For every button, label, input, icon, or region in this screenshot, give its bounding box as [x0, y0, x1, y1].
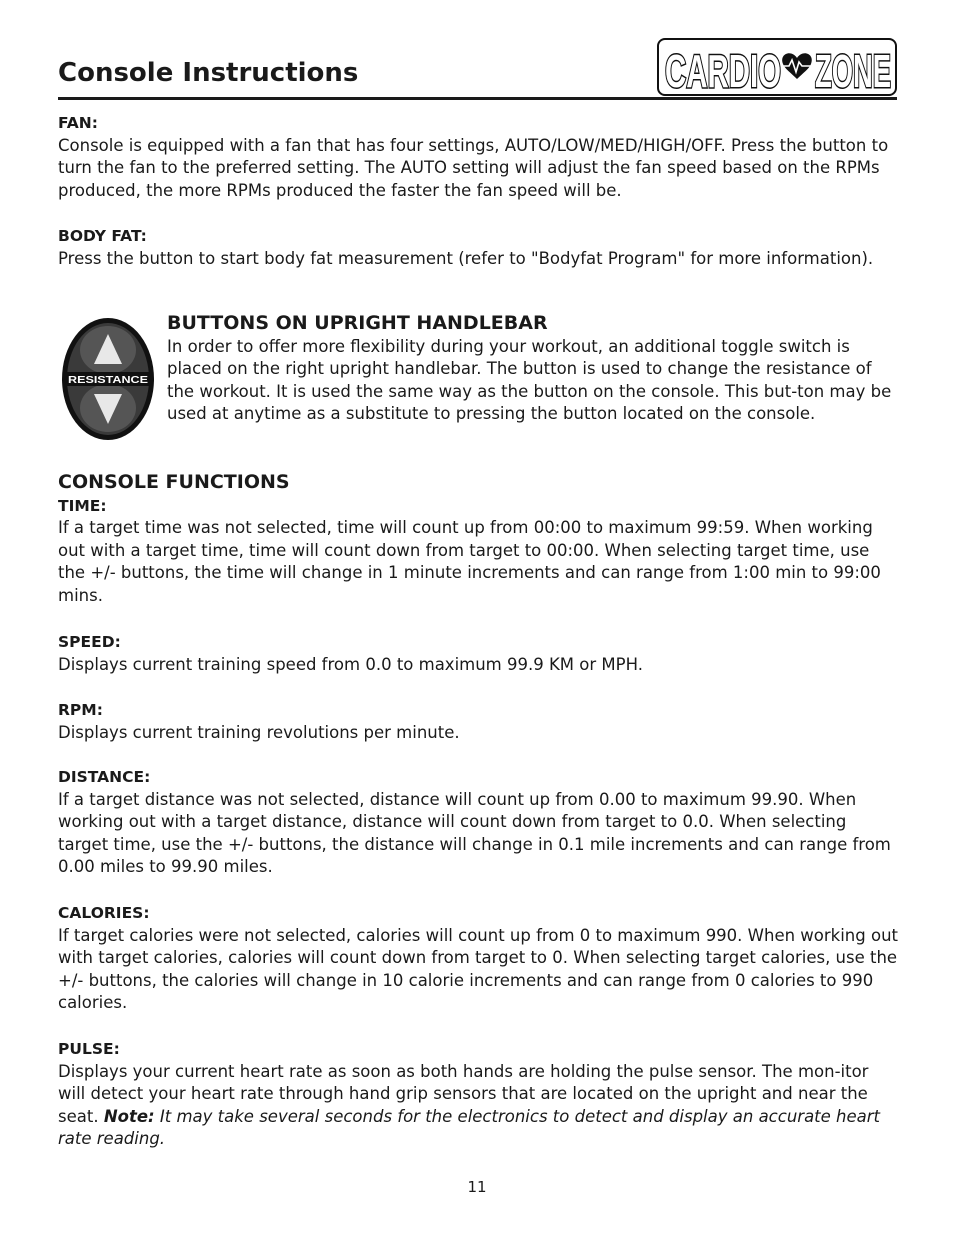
fan-section [58, 112, 898, 202]
speed-section [58, 631, 898, 676]
handlebar-text: In order to offer more flexibility during your workout, an additional toggle switch is placed on the right upright handlebar. The button is used to change the resistance of the workout. It is used the same way as the button on the console. This but-ton may be used at anytime as a substitute to pressing the button located on the console. [167, 336, 892, 423]
speed-label: SPEED: [58, 633, 121, 651]
pulse-note-text: It may take several seconds for the electronics to detect and display an accurate heart rate reading. [58, 1106, 881, 1148]
fan-text: Console is equipped with a fan that has four settings, AUTO/LOW/MED/HIGH/OFF. Press the button to turn the fan to the preferred setting. The AUTO setting will adjust the fan speed based on the RPMs produced, the more RPMs produced the faster the fan speed will be. [58, 135, 889, 200]
rpm-label: RPM: [58, 701, 103, 719]
body-fat-section [58, 225, 898, 270]
body-fat-label: BODY FAT: [58, 227, 147, 245]
body-fat-text: Press the button to start body fat measurement (refer to "Bodyfat Program" for more information). [58, 248, 874, 268]
pulse-note-label: Note: [103, 1106, 155, 1126]
pulse-text: Displays your current heart rate as soon as both hands are holding the pulse sensor. The mon-itor will detect your heart rate through hand grip sensors that are located on the upright and near the seat. [58, 1061, 869, 1126]
rpm-section [58, 699, 898, 744]
logo-text-right: ZONE [815, 45, 891, 97]
handlebar-heading: BUTTONS ON UPRIGHT HANDLEBAR [167, 312, 548, 334]
cardio-zone-logo [657, 38, 897, 96]
distance-label: DISTANCE: [58, 768, 151, 786]
fan-label: FAN: [58, 114, 98, 132]
pulse-text-block [58, 1061, 898, 1151]
calories-text: If target calories were not selected, calories will count up from 0 to maximum 990. When working out with target calories, calories will count down from target to 0. When selecting target calories, use the +/- buttons, the calories will change in 10 calorie increments and can range from 0 calories to 990 calories. [58, 925, 899, 1012]
handlebar-section [167, 312, 897, 426]
pulse-label: PULSE: [58, 1040, 120, 1058]
console-functions-time-section [58, 471, 898, 607]
distance-text: If a target distance was not selected, distance will count up from 0.00 to maximum 99.90. When working out with a target distance, distance will count down from target to 0.0. When selecting target time, use the +/- buttons, the distance will change in 0.1 mile increments and can range from 0.00 miles to 99.90 miles. [58, 789, 891, 876]
resistance-toggle-switch-image [60, 316, 156, 442]
page-number: 11 [467, 1178, 487, 1196]
title-divider [58, 97, 897, 100]
calories-section [58, 902, 898, 1015]
logo-text-left: CARDIO [665, 45, 781, 97]
speed-text: Displays current training speed from 0.0 to maximum 99.9 KM or MPH. [58, 654, 643, 674]
console-functions-heading: CONSOLE FUNCTIONS [58, 471, 290, 493]
rpm-text: Displays current training revolutions per minute. [58, 722, 460, 742]
resistance-label: RESISTANCE [68, 374, 148, 386]
pulse-section [58, 1038, 898, 1151]
distance-section [58, 766, 898, 879]
time-label: TIME: [58, 496, 107, 515]
page-title: Console Instructions [58, 58, 359, 88]
time-text: If a target time was not selected, time will count up from 00:00 to maximum 99:59. When working out with a target time, time will count down from target to 00:00. When selecting target time, use the +/- buttons, the time will change in 1 minute increments and can range from 1:00 min to 99:00 mins. [58, 518, 881, 605]
calories-label: CALORIES: [58, 904, 150, 922]
